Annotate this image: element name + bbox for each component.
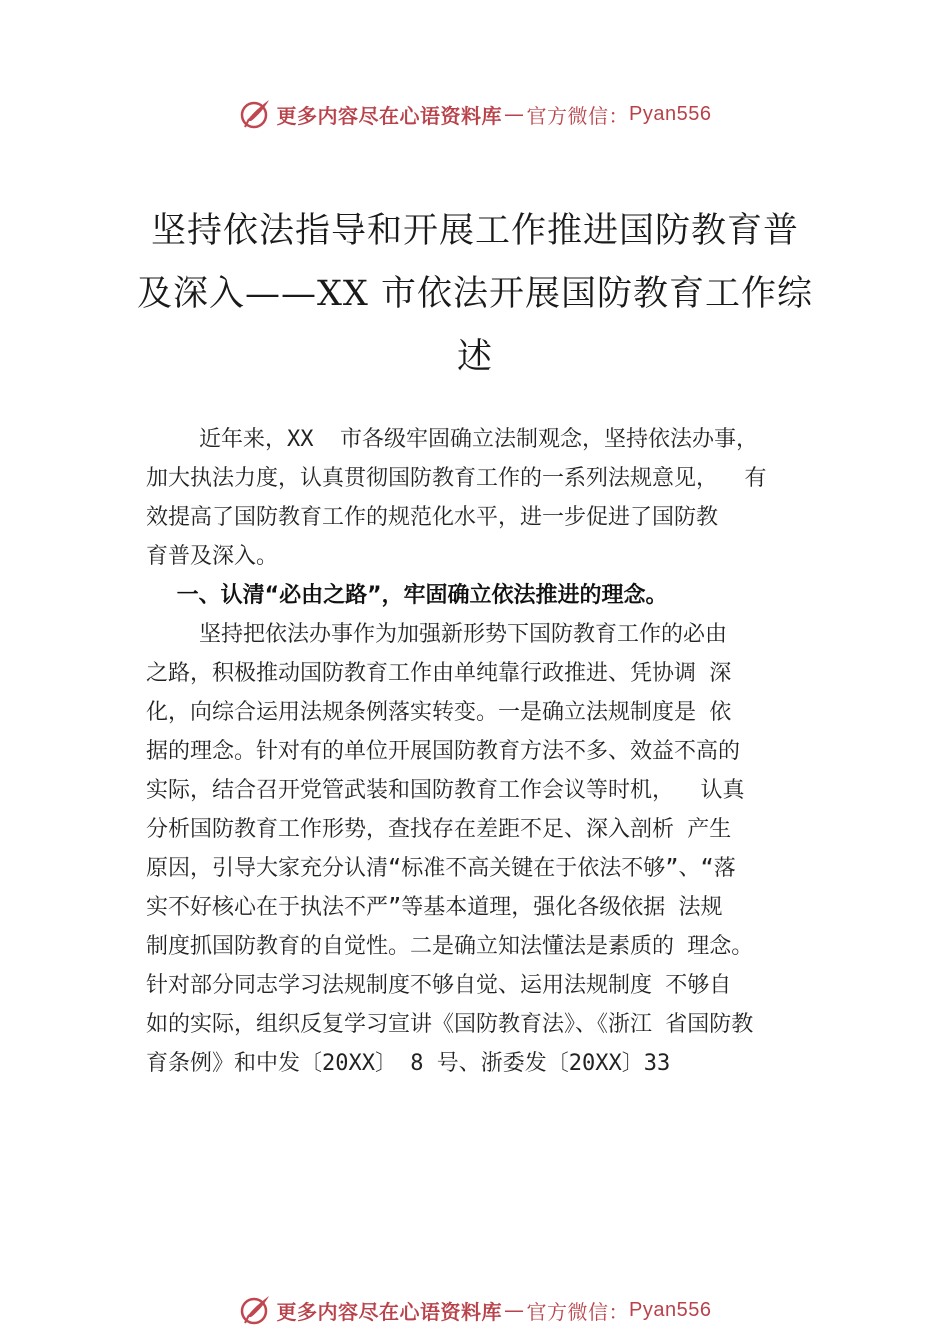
quill-pen-logo-icon [239, 97, 273, 131]
text-line: 分析国防教育工作形势，查找存在差距不足、深入剖析 产生 [146, 817, 732, 842]
watermark-wechat-label: 官方微信： [526, 103, 630, 128]
text-line: 实不好核心在于执法不严”等基本道理，强化各级依据 法规 [146, 895, 723, 920]
title-line-3: 述 [456, 337, 493, 377]
text-line: 育普及深入。 [146, 544, 279, 569]
watermark-wechat-id: Pyan556 [629, 1298, 712, 1321]
intro-paragraph [146, 420, 836, 576]
text-line: 制度抓国防教育的自觉性。二是确立知法懂法是素质的 理念。 [146, 934, 754, 959]
watermark-separator: — [504, 102, 525, 126]
document-title [0, 200, 950, 389]
text-line: 育条例》和中发〔20XX〕 8 号、浙委发〔20XX〕33 [146, 1051, 671, 1076]
document-body [146, 420, 836, 1083]
text-line: 效提高了国防教育工作的规范化水平，进一步促进了国防教 [146, 505, 719, 530]
watermark-wechat-label: 官方微信： [526, 1299, 630, 1324]
text-line: 加大执法力度，认真贯彻国防教育工作的一系列法规意见， 有 [146, 466, 767, 491]
text-line: 坚持把依法办事作为加强新形势下国防教育工作的必由 [146, 622, 727, 647]
text-line: 近年来，XX 市各级牢固确立法制观念，坚持依法办事， [146, 427, 758, 452]
text-line: 据的理念。针对有的单位开展国防教育方法不多、效益不高的 [146, 739, 741, 764]
text-line: 原因，引导大家充分认清“标准不高关键在于依法不够”、“落 [146, 856, 736, 881]
section-heading-1: 一、认清“必由之路”，牢固确立依法推进的理念。 [146, 583, 668, 608]
text-line: 如的实际，组织反复学习宣讲《国防教育法》、《浙江 省国防教 [146, 1012, 754, 1037]
section-1-paragraph [146, 615, 836, 1083]
watermark-banner-top [0, 94, 950, 134]
watermark-wechat-id: Pyan556 [629, 102, 712, 125]
text-line: 针对部分同志学习法规制度不够自觉、运用法规制度 不够自 [146, 973, 732, 998]
watermark-brand: 更多内容尽在心语资料库 [276, 1299, 503, 1324]
watermark-banner-bottom [0, 1290, 950, 1330]
title-line-1: 坚持依法指导和开展工作推进国防教育普 [150, 211, 799, 251]
title-line-2: 及深入——XX 市依法开展国防教育工作综 [137, 274, 813, 314]
quill-pen-logo-icon [239, 1293, 273, 1327]
text-line: 化，向综合运用法规条例落实转变。一是确立法规制度是 依 [146, 700, 732, 725]
watermark-brand: 更多内容尽在心语资料库 [276, 103, 503, 128]
watermark-separator: — [504, 1298, 525, 1322]
text-line: 之路，积极推动国防教育工作由单纯靠行政推进、凭协调 深 [146, 661, 732, 686]
text-line: 实际，结合召开党管武装和国防教育工作会议等时机， 认真 [146, 778, 745, 803]
